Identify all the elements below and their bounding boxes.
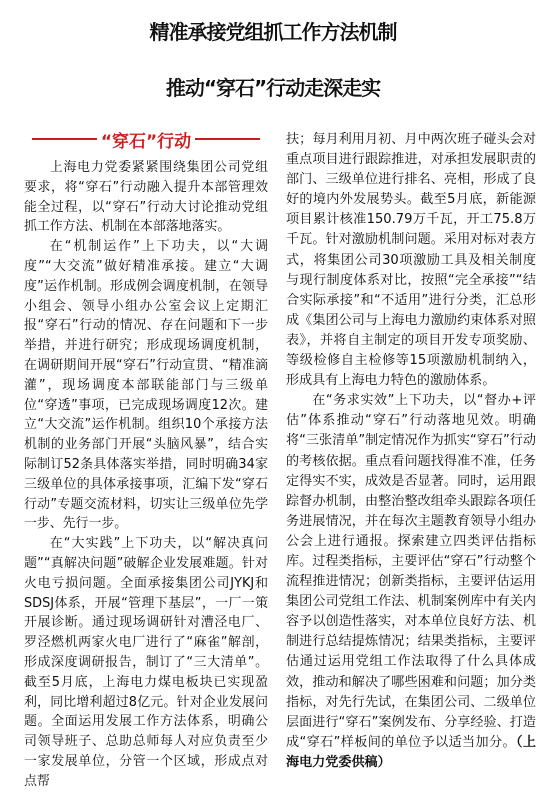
paragraph-intro: 上海电力党委紧紧围绕集团公司党组要求，将“穿石”行动融入提升本部管理效能全过程，以“穿石”行动大讨论推动党组抓工作方法、机制在本部落地落实。 [24, 160, 268, 235]
article-column-left [24, 158, 268, 792]
paragraph-effectiveness-text: 在“务求实效”上下功夫，以“督办+评估”体系推动“穿石”行动落地见效。明确将“三张清单”制定情况作为抓实“穿石”行动的考核依据。重点看问题找得准不准，任务定得实不实，成效是否显著。同时，运用跟踪督办机制，由整治整改组牵头跟踪各项任务进展情况，并在每次主题教育领导小组办公会上进行通报。探索建立四类评估指标库。过程类指标，主要评估“穿石”行动整个流程推进情况；创新类指标，主要评估运用集团公司党组工作法、机制案例库中有关内容予以创造性落实，对本单位良好方法、机制进行总结提炼情况；结果类指标，主要评估通过运用党组工作法取得了什么具体成效，推动和解决了哪些困难和问题；加分类指标，对先行先试，在集团公司、二级单位层面进行“穿石”案例发布、分享经验、打造成“穿石”样板间的单位予以适当加分。 [286, 393, 536, 750]
paragraph-practice: 在“大实践”上下功夫，以“解决真问题”“真解决问题”破解企业发展难题。针对火电亏损问题。全面承接集团公司JYKJ和SDSJ体系，开展“管理下基层”，一厂一策开展诊断。通过现场调研针对漕泾电厂、罗泾燃机两家火电厂进行了“麻雀”解剖，形成深度调研报告，制订了“三大清单”。截至5月底，上海电力煤电板块已实现盈利，同比增利超过8亿元。针对企业发展问题。全面运用发展工作方法体系，明确公司领导班子、总助总师每人对应负责至少一家发展单位，分管一个区域，形成点对点帮 [24, 536, 268, 789]
subtitle-rule-right [195, 138, 260, 140]
subtitle-text: “穿石”行动 [100, 131, 192, 152]
headline-line-1: 精准承接党组抓工作方法机制 [149, 20, 397, 44]
paragraph-mechanism: 在“机制运作”上下功夫，以“大调度”“大交流”做好精准承接。建立“大调度”运作机制。形成例会调度机制，在领导小组会、领导小组办公室会议上定期汇报“穿石”行动的情况、存在问题和下一步举措，并进行研究；形成现场调度机制，在调研期间开展“穿石”行动宣贯、“精准滴灌”，现场调度本部联能部门与三级单位“穿透”事项，已完成现场调度12次。建立“大交流”运作机制。组织10个承接方法机制的业务部门开展“头脑风暴”，结合实际制订52条具体落实举措，同时明确34家三级单位的具体承接事项，汇编下发“穿石行动”专题交流材料，切实让三级单位先学一步、先行一步。 [24, 239, 268, 532]
subtitle-rule-left [32, 138, 97, 140]
paragraph-effectiveness [286, 391, 536, 773]
headline-line-2: 推动“穿石”行动走深走实 [165, 76, 381, 100]
article-column-right [286, 130, 536, 794]
paragraph-practice-continued: 扶；每月利用月初、月中两次班子碰头会对重点项目进行跟踪推进，对承担发展职责的部门、三级单位进行排名、亮相，形成了良好的境内外发展势头。截至5月底，新能源项目累计核准150.79万千瓦，开工75.8万千瓦。针对激励机制问题。采用对标对表方式，将集团公司30项激励工具及相关制度与现行制度体系对比，按照“完全承接”“结合实际承接”和“不适用”进行分类，汇总形成《集团公司与上海电力激励约束体系对照表》，并将自主制定的项目开发专项奖励、等级检修自主检修等15项激励机制纳入，形成具有上海电力特色的激励体系。 [286, 132, 536, 389]
section-subtitle [28, 124, 264, 154]
source-credit: （上海电力党委供稿） [286, 734, 536, 770]
